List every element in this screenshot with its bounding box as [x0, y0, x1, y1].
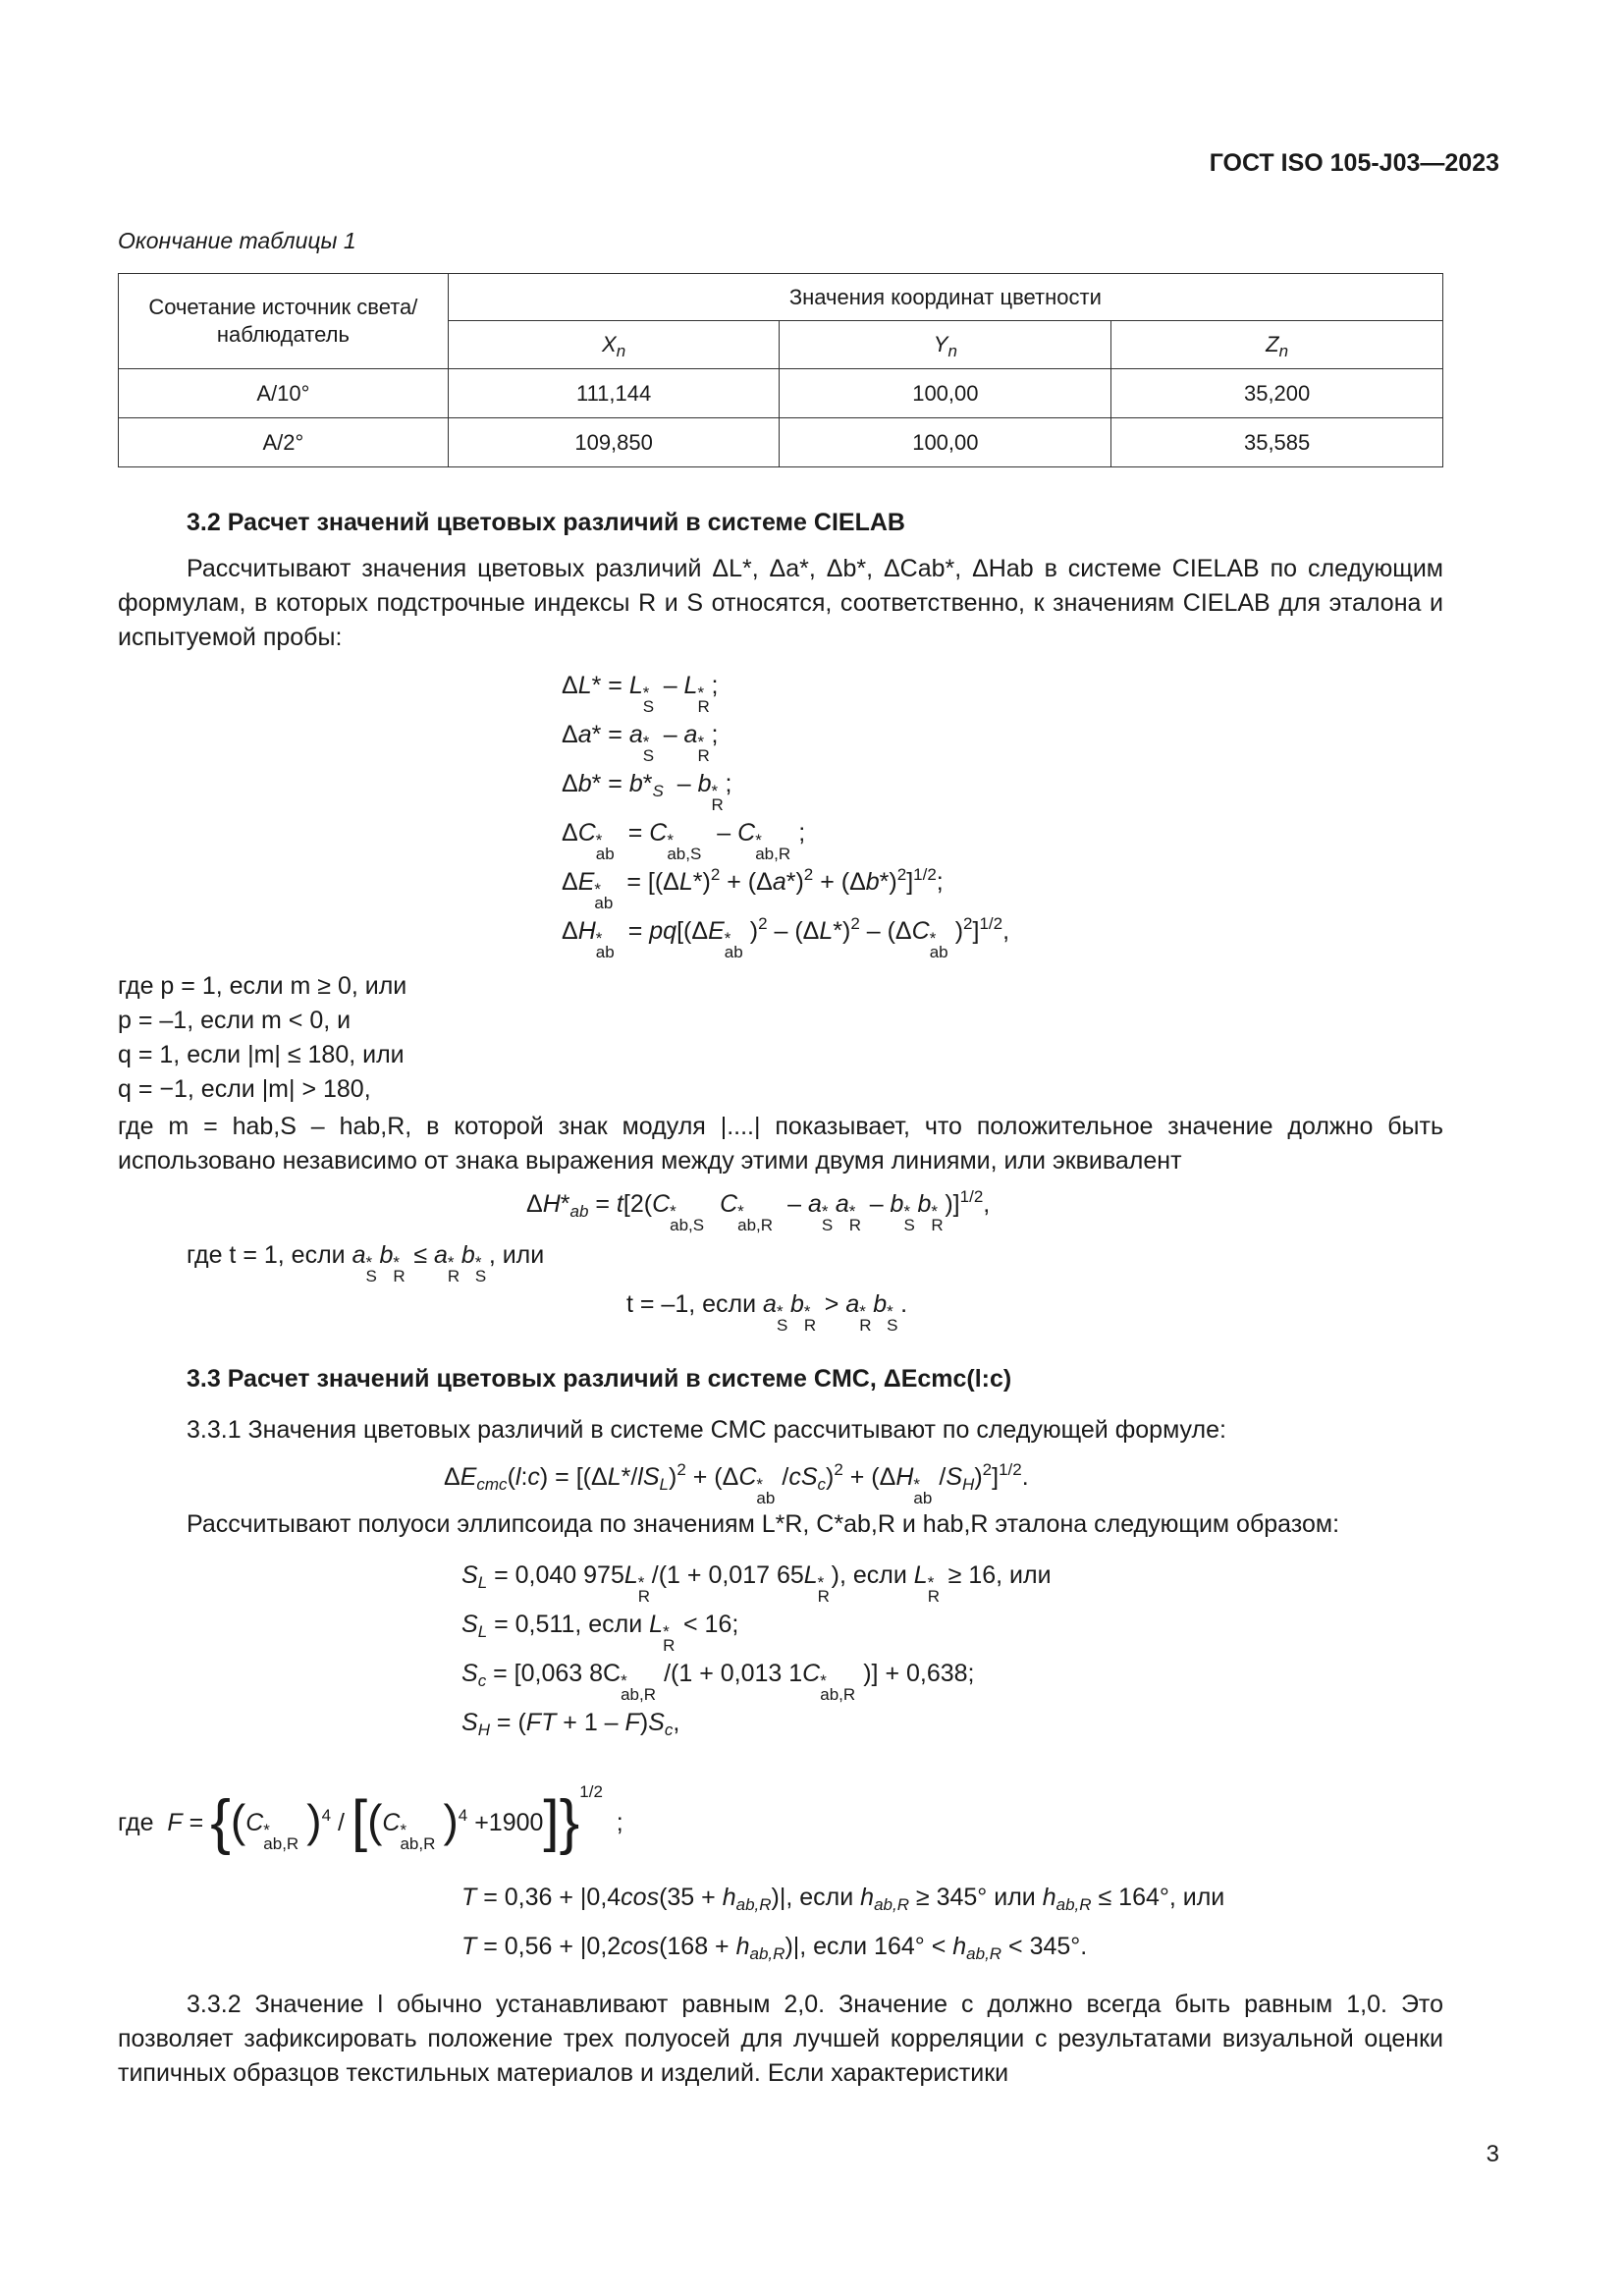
- formula-delta-e: ΔE * ab = $[(\Delta L*)^2 + (\Delta a*)^2 + (\Delta b*)^2]^{1/2}$;: [562, 865, 944, 912]
- section-heading-3-2: 3.2 Расчет значений цветовых различий в системе CIELAB: [187, 509, 905, 536]
- cell-yn: 100,00: [780, 418, 1111, 467]
- t-condition-2: t = –1, если a * S b * R > a * R b * S .: [626, 1290, 908, 1335]
- formula-sl-2: $S_L = 0,511$, если L * R < 16;: [461, 1611, 739, 1655]
- paragraph-semi-axes: Рассчитывают полуоси эллипсоида по значениям L*R, C*ab,R и hab,R эталона следующим образом:: [187, 1510, 1340, 1538]
- table-row: [119, 369, 1443, 418]
- section-heading-3-3: 3.3 Расчет значений цветовых различий в системе CMC, ΔEcmc(l:c): [187, 1365, 1012, 1393]
- formula-t-1: $T = 0,36 + |0,4\cos(35 + h_{ab,R})|$, если $h_{ab,R} \ge 345^\circ$ или $h_{ab,R} \le 164^\circ$, или: [461, 1884, 1225, 1914]
- col-head-xn: $X_n$: [448, 321, 780, 369]
- chromaticity-table: [118, 273, 1443, 467]
- col-head-combination: Сочетание источник света/наблюдатель: [119, 274, 449, 369]
- condition-line: q = −1, если |m| > 180,: [118, 1075, 371, 1103]
- condition-line: p = –1, если m < 0, и: [118, 1007, 352, 1034]
- col-head-group: Значения координат цветности: [448, 274, 1442, 321]
- col-head-yn: $Y_n$: [780, 321, 1111, 369]
- paragraph-3-3-1: 3.3.1 Значения цветовых различий в системе CMC рассчитывают по следующей формуле:: [187, 1416, 1226, 1444]
- page-number: 3: [1486, 2141, 1499, 2167]
- formula-sl-1: $S_L = 0,040$ 975L * R /(1 + 0,017 65L * R ), если L * R ≥ 16, или: [461, 1561, 1052, 1606]
- cell-yn: 100,00: [780, 369, 1111, 418]
- formula-delta-b: $\Delta b* = b*_S - b$ * R ;: [562, 770, 732, 814]
- cell-zn: 35,585: [1111, 418, 1443, 467]
- formula-delta-e-cmc: $\Delta E_{cmc}(l:c) = [(\Delta L*/lS_L)^2 + (\Delta C$ * ab $/cS_c)^2 + (\Delta H$ * ab $/S_H)^2]^{1/2}$.: [444, 1460, 1029, 1507]
- cell-combo: A/10°: [119, 369, 449, 418]
- formula-sc: $S_c = [0,063$ 8C * ab,R /(1 + 0,013 1C * ab,R )] + 0,638;: [461, 1660, 975, 1704]
- paragraph-3-2-intro: Рассчитывают значения цветовых различий ΔL*, Δa*, Δb*, ΔCab*, ΔHab в системе CIELAB по следующим формулам, в которых подстрочные индексы R и S относятся, соответственно, к значениям CIELAB для эталона и испытуемой пробы:: [118, 555, 1443, 651]
- document-number: ГОСТ ISO 105-J03—2023: [1209, 149, 1499, 177]
- table-caption: Окончание таблицы 1: [118, 228, 356, 253]
- cell-xn: 111,144: [448, 369, 780, 418]
- t-condition-1: где t = 1, если a * S b * R ≤ a * R b * S , или: [187, 1241, 545, 1285]
- paragraph-m-definition: где m = hab,S – hab,R, в которой знак модуля |....| показывает, что положительное значение должно быть использовано независимо от знака выражения между этими двумя линиями, или эквивалент: [118, 1113, 1443, 1175]
- cell-combo: A/2°: [119, 418, 449, 467]
- condition-line: где p = 1, если m ≥ 0, или: [118, 972, 407, 1000]
- formula-t-2: $T = 0,56 + |0,2\cos(168 + h_{ab,R})|$, если $164^\circ < h_{ab,R} < 345^\circ$.: [461, 1933, 1088, 1963]
- formula-delta-a: Δa* = a * S – a * R ;: [562, 721, 719, 765]
- formula-delta-l: ΔL* = L * S – L * R ;: [562, 672, 719, 716]
- table-row: [119, 418, 1443, 467]
- cell-xn: 109,850: [448, 418, 780, 467]
- formula-delta-c: ΔC * ab = C * ab,S – C * ab,R ;: [562, 819, 806, 863]
- paragraph-3-3-2: 3.3.2 Значение l обычно устанавливают равным 2,0. Значение c должно всегда быть равным 1,0. Это позволяет зафиксировать положение трех полуосей для лучшей корреляции с результатами визуальной оценки типичных образцов текстильных материалов и изделий. Если характеристики: [118, 1991, 1443, 2087]
- cell-zn: 35,200: [1111, 369, 1443, 418]
- formula-sh: $S_H = (FT + 1 - F)S_c$,: [461, 1709, 680, 1739]
- formula-delta-h-equivalent: $\Delta H*_{ab} = t[2(C$ * ab,S C * ab,R – a * S a * R – b * S b * R )]$^{1/2}$,: [526, 1187, 991, 1234]
- condition-line: q = 1, если |m| ≤ 180, или: [118, 1041, 405, 1068]
- col-head-zn: $Z_n$: [1111, 321, 1443, 369]
- formula-delta-h: ΔH * ab = pq[(ΔE * ab )$^2 - (\Delta L*)^2 - (\Delta C$ * ab )$^2$]$^{1/2}$,: [562, 914, 1010, 961]
- formula-f: где F = {(C * ab,R )$^4$ / [(C * ab,R )$^4$ +1900]}$^{1/2}$ ;: [118, 1782, 623, 1856]
